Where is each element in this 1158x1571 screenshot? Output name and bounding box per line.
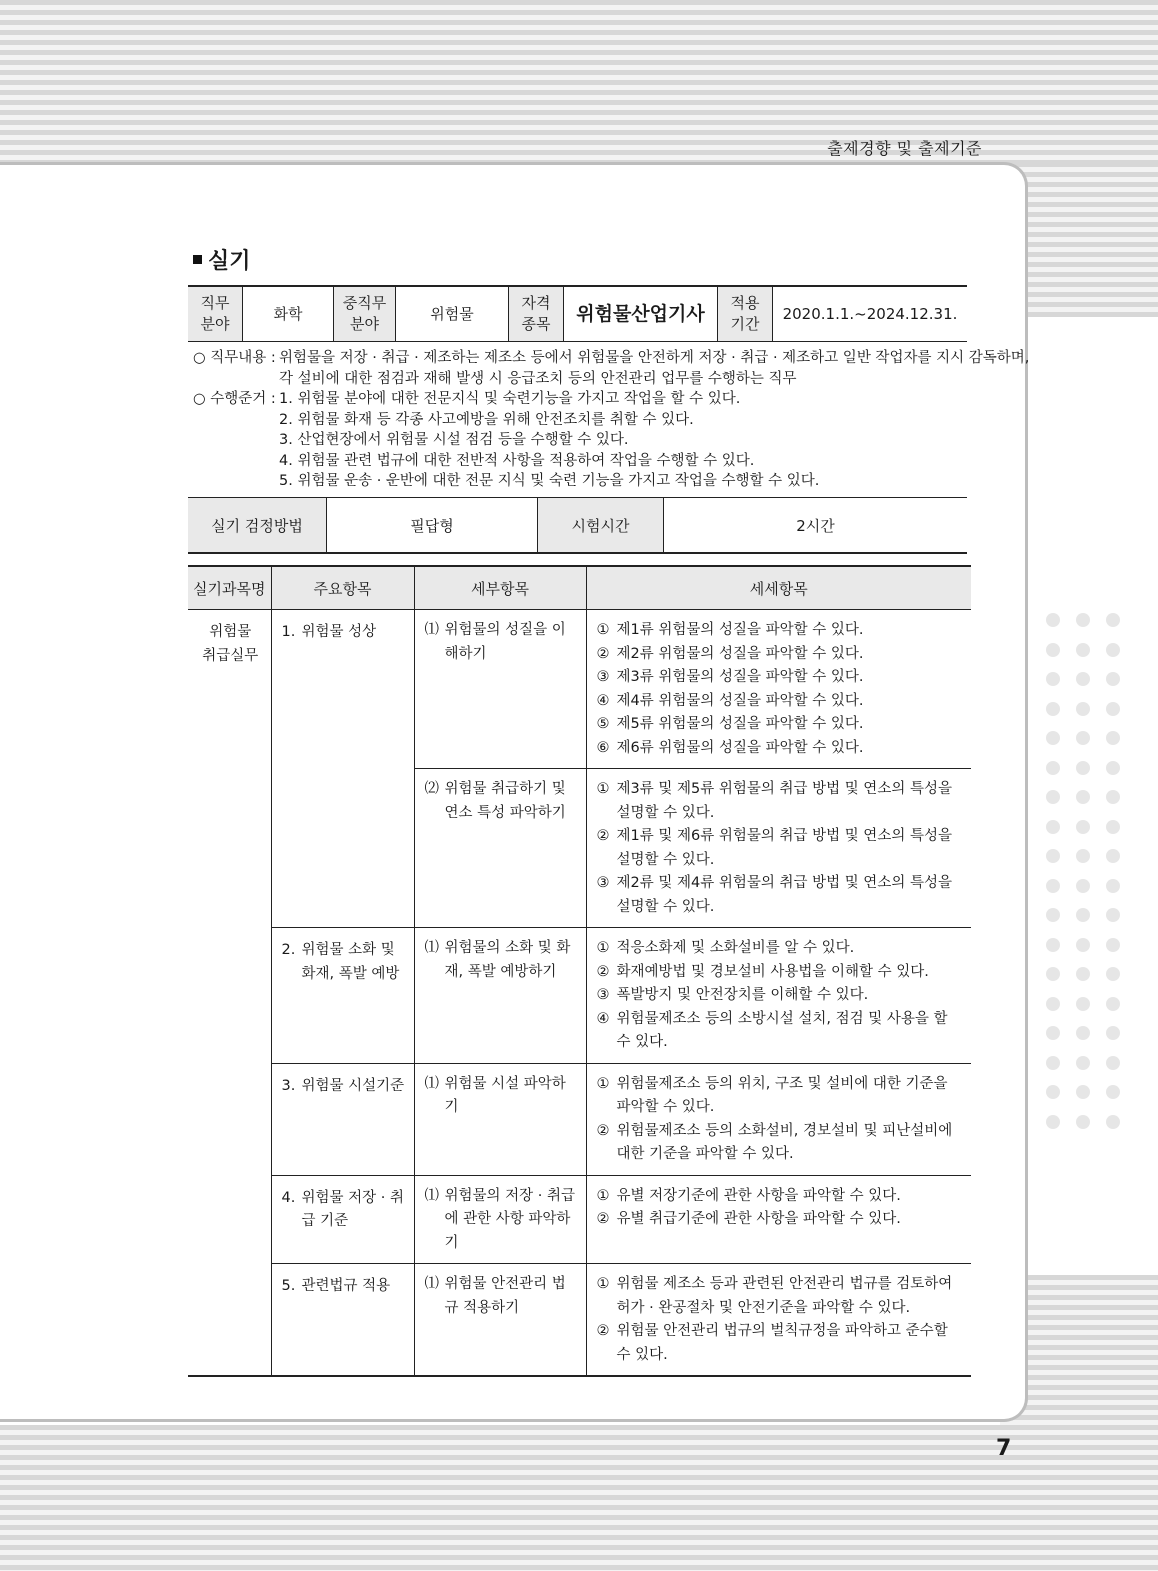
sub-item-text: 제1류 및 제6류 위험물의 취급 방법 및 연소의 특성을 설명할 수 있다. [616,828,952,868]
job-description [193,348,1030,492]
detail-item-number: ⑴ [424,1075,439,1092]
criteria-line: 3. 산업현장에서 위험물 시설 점검 등을 수행할 수 있다. [279,432,629,448]
detail-item-number: ⑴ [424,940,439,956]
section-title: 실기 [193,244,251,275]
decorative-dots [1046,613,1126,1129]
sub-item-number: ① [596,1276,610,1292]
main-item [282,621,406,645]
sub-item-number: ⑤ [596,716,610,732]
main-item [282,1275,406,1299]
main-item-cell [271,1264,414,1377]
main-item-cell [271,610,414,928]
main-item-text: 위험물 저장 · 취급 기준 [301,1189,404,1229]
sub-item-number: ② [596,1323,610,1339]
criteria-line: 4. 위험물 관련 법규에 대한 전반적 사항을 적용하여 작업을 수행할 수 있다. [279,452,755,469]
main-item-text: 위험물 시설기준 [301,1077,405,1094]
sub-item-text: 위험물 안전관리 법규의 벌칙규정을 파악하고 준수할 수 있다. [616,1323,948,1363]
table-row [188,928,971,1064]
sub-items-cell [586,1063,971,1175]
header-main-item: 주요항목 [271,566,414,610]
subject-cell: 위험물 취급실무 [202,624,259,664]
sub-item [597,619,964,643]
sub-items-cell [586,610,971,769]
detail-item-number: ⑴ [424,1187,439,1204]
table-row [188,1264,971,1377]
detail-item-cell [414,1264,586,1377]
detail-item-text: 위험물 취급하기 및 연소 특성 파악하기 [444,781,566,821]
method-value: 필답형 [327,498,538,554]
sub-field-label: 중직무 분야 [334,286,396,342]
sub-item-text: 제1류 위험물의 성질을 파악할 수 있다. [616,622,864,638]
sub-item [597,1320,964,1367]
square-bullet-icon [193,255,202,264]
main-item-cell [271,1175,414,1264]
sub-item-number: ③ [596,669,610,685]
sub-items-cell [586,769,971,928]
running-head: 출제경향 및 출제기준 [827,139,982,158]
main-item-cell [271,1063,414,1175]
main-item-number: 2. [281,942,296,958]
footer-stripes [0,1425,1158,1571]
sub-item-number: ② [596,645,610,662]
header-subject: 실기과목명 [188,566,271,610]
criteria-line: 5. 위험물 운송 · 운반에 대한 전문 지식 및 숙련 기능을 가지고 작업을 수행할 수 있다. [279,473,820,489]
detail-item-cell [414,1175,586,1264]
sub-item-text: 폭발방지 및 안전장치를 이해할 수 있다. [616,987,869,1003]
detail-item-cell [414,1063,586,1175]
sub-item-text: 위험물제조소 등의 소방시설 설치, 점검 및 사용을 할 수 있다. [616,1010,948,1050]
criteria-line: 1. 위험물 분야에 대한 전문지식 및 숙련기능을 가지고 작업을 할 수 있다. [279,391,741,407]
sub-item-text: 위험물 제조소 등과 관련된 안전관리 법규를 검토하여 허가 · 완공절차 및 안전기준을 파악할 수 있다. [616,1276,953,1316]
detail-item [425,619,578,666]
sub-items-cell [586,1175,971,1264]
sub-item [597,1273,964,1320]
sub-item-number: ② [596,1122,610,1139]
sub-item [597,937,964,961]
main-item-number: 1. [281,624,296,640]
sub-item [597,1185,964,1209]
sub-item-text: 제3류 및 제5류 위험물의 취급 방법 및 연소의 특성을 설명할 수 있다. [616,781,952,821]
table-row [188,610,971,769]
detail-item-number: ⑵ [424,781,439,797]
sub-item-text: 제2류 위험물의 성질을 파악할 수 있다. [616,645,864,662]
qualification: 위험물산업기사 [564,286,718,342]
sub-item [597,778,964,825]
sub-items-cell [586,1264,971,1377]
detail-item-text: 위험물의 소화 및 화재, 폭발 예방하기 [444,940,571,980]
sub-item [597,984,964,1008]
detail-item [425,1185,578,1256]
sub-item [597,825,964,872]
sub-item [597,643,964,667]
period: 2020.1.1.~2024.12.31. [773,286,968,342]
sub-item-text: 위험물제조소 등의 소화설비, 경보설비 및 피난설비에 대한 기준을 파악할 수 있다. [616,1122,953,1162]
main-item [282,939,406,986]
main-item-number: 5. [281,1278,296,1294]
main-item-number: 3. [281,1077,296,1094]
main-item-text: 관련법규 적용 [301,1278,391,1294]
sub-item-number: ② [596,828,610,844]
main-item-text: 위험물 소화 및 화재, 폭발 예방 [301,942,400,982]
sub-item-number: ④ [596,1010,610,1027]
sub-item [597,690,964,714]
time-label: 시험시간 [538,498,664,554]
sub-item-text: 위험물제조소 등의 위치, 구조 및 설비에 대한 기준을 파악할 수 있다. [616,1075,948,1115]
job-field: 화학 [243,286,334,342]
sub-item-number: ② [596,963,610,980]
main-item-number: 4. [281,1189,296,1206]
sub-item-text: 제3류 위험물의 성질을 파악할 수 있다. [616,669,864,685]
sub-item [597,737,964,761]
detail-item-text: 위험물의 성질을 이해하기 [444,622,566,662]
sub-item [597,1073,964,1120]
detail-item-text: 위험물 시설 파악하기 [444,1075,566,1115]
sub-item [597,1008,964,1055]
page-number: 7 [996,1436,1012,1461]
sub-item-text: 제2류 및 제4류 위험물의 취급 방법 및 연소의 특성을 설명할 수 있다. [616,875,952,915]
sub-item [597,1208,964,1232]
sub-item [597,872,964,919]
sub-item-number: ② [596,1211,610,1227]
sub-item-number: ① [596,781,610,797]
sub-item-text: 제6류 위험물의 성질을 파악할 수 있다. [616,739,864,756]
time-value: 2시간 [664,498,968,554]
sub-item [597,1120,964,1167]
main-item [282,1187,406,1234]
sub-item [597,961,964,985]
sub-item-number: ③ [596,875,610,891]
detail-item [425,1073,578,1120]
sub-item-text: 유별 취급기준에 관한 사항을 파악할 수 있다. [616,1211,901,1227]
detail-item [425,937,578,984]
sub-item-text: 제5류 위험물의 성질을 파악할 수 있다. [616,716,864,732]
table-row [188,1063,971,1175]
sub-item-number: ③ [596,987,610,1003]
sub-item-text: 화재예방법 및 경보설비 사용법을 이해할 수 있다. [616,963,929,980]
job-field-label: 직무 분야 [188,286,243,342]
sub-item-number: ① [596,1187,610,1204]
criteria-table [188,565,971,1377]
detail-item-cell [414,928,586,1064]
header-sub-item: 세세항목 [586,566,971,610]
sub-item-text: 유별 저장기준에 관한 사항을 파악할 수 있다. [616,1187,901,1204]
sub-item-number: ① [596,1075,610,1092]
sub-item-text: 적응소화제 및 소화설비를 알 수 있다. [616,940,855,956]
duty-heading: ○ 직무내용 : [193,350,276,366]
method-label: 실기 검정방법 [188,498,327,554]
main-item [282,1075,406,1099]
sub-item-number: ⑥ [596,739,610,756]
period-label: 적용 기간 [718,286,773,342]
detail-item-text: 위험물 안전관리 법규 적용하기 [444,1276,566,1316]
duty-line: 위험물을 저장 · 취급 · 제조하는 제조소 등에서 위험물을 안전하게 저장 · 취급 · 제조하고 일반 작업자를 지시 감독하며, [279,350,1030,366]
detail-item-cell [414,769,586,928]
detail-item-number: ⑴ [424,622,439,638]
detail-item [425,1273,578,1320]
detail-item-cell [414,610,586,769]
criteria-line: 2. 위험물 화재 등 각종 사고예방을 위해 안전조치를 취할 수 있다. [279,411,694,428]
duty-line: 각 설비에 대한 점검과 재해 발생 시 응급조치 등의 안전관리 업무를 수행하는 직무 [279,370,797,387]
header-stripes [0,0,1158,162]
detail-item-number: ⑴ [424,1276,439,1292]
sub-items-cell [586,928,971,1064]
qualification-label: 자격 종목 [509,286,564,342]
sub-item [597,713,964,737]
detail-item-text: 위험물의 저장 · 취급에 관한 사항 파악하기 [444,1187,575,1251]
header-detail-item: 세부항목 [414,566,586,610]
table-row [188,1175,971,1264]
sub-field: 위험물 [396,286,509,342]
info-table [188,285,967,342]
criteria-heading: ○ 수행준거 : [193,391,276,407]
method-table [188,497,967,554]
detail-item [425,778,578,825]
sub-item-number: ④ [596,692,610,709]
sub-item-text: 제4류 위험물의 성질을 파악할 수 있다. [616,692,864,709]
sub-item-number: ① [596,940,610,956]
main-item-cell [271,928,414,1064]
sub-item-number: ① [596,622,610,638]
sub-item [597,666,964,690]
main-item-text: 위험물 성상 [301,624,377,640]
